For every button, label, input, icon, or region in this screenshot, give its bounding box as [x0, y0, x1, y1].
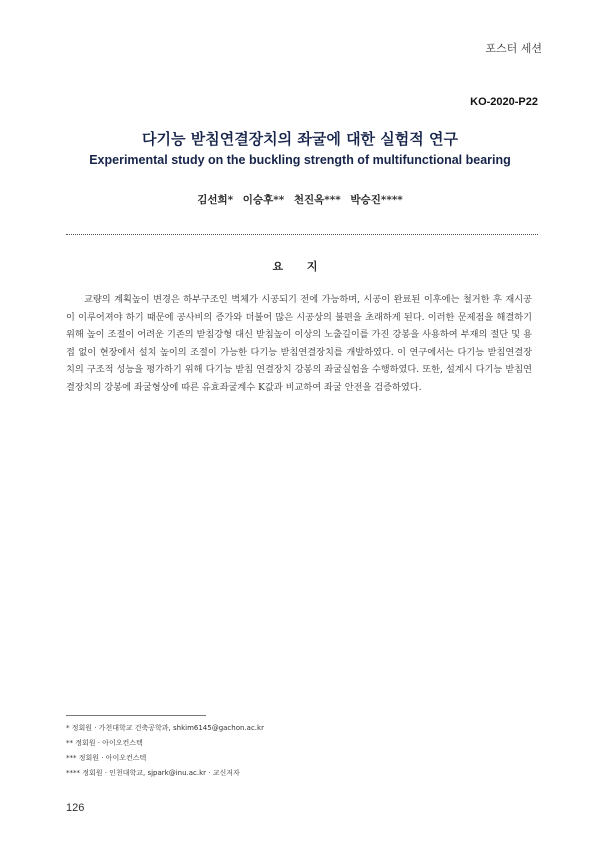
page-number: 126: [66, 802, 85, 814]
footnotes: [66, 721, 264, 781]
footnote-2: ** 정회원 · 아이오컨스텍: [66, 739, 143, 747]
paper-title-korean: 다기능 받침연결장치의 좌굴에 대한 실험적 연구: [142, 130, 458, 148]
paper-title-english: Experimental study on the buckling strength of multifunctional bearing: [89, 153, 511, 167]
session-label: 포스터 세션: [485, 42, 542, 55]
abstract-text: 교량의 계획높이 변경은 하부구조인 벽체가 시공되기 전에 가능하며, 시공이 완료된 이후에는 철거한 후 재시공이 이루어져야 하기 때문에 공사비의 증가와 더불어 많은 시공상의 불편을 초래하게 된다. 이러한 문제점을 해결하기 위해 높이 조절이 어려운 기존의 받침강형 대신 받침높이 이상의 노출길이를 가진 강봉을 사용하여 부재의 절단 및 용접 없이 현장에서 설치 높이의 조절이 가능한 다기능 받침연결장치를 개발하였다. 이 연구에서는 다기능 받침연결장치의 구조적 성능을 평가하기 위해 다기능 받침 연결장치 강봉의 좌굴실험을 수행하였다. 또한, 설계시 다기능 받침연결장치의 강봉에 좌굴형상에 따른 유효좌굴계수 K값과 비교하여 좌굴 안전을 검증하였다.: [66, 294, 532, 393]
footnote-3: *** 정회원 · 아이오컨스텍: [66, 754, 147, 762]
abstract-heading: 요 지: [272, 260, 328, 273]
section-divider: [66, 234, 538, 235]
paper-code: KO-2020-P22: [470, 96, 538, 108]
author-list: 김선희* 이승후** 천진옥*** 박승진****: [197, 194, 403, 206]
footnote-1: * 정회원 · 가천대학교 건축공학과, shkim6145@gachon.ac.kr: [66, 724, 264, 732]
footnote-rule: [66, 715, 206, 716]
footnote-4: **** 정회원 · 인천대학교, sjpark@inu.ac.kr · 교신저자: [66, 769, 240, 777]
